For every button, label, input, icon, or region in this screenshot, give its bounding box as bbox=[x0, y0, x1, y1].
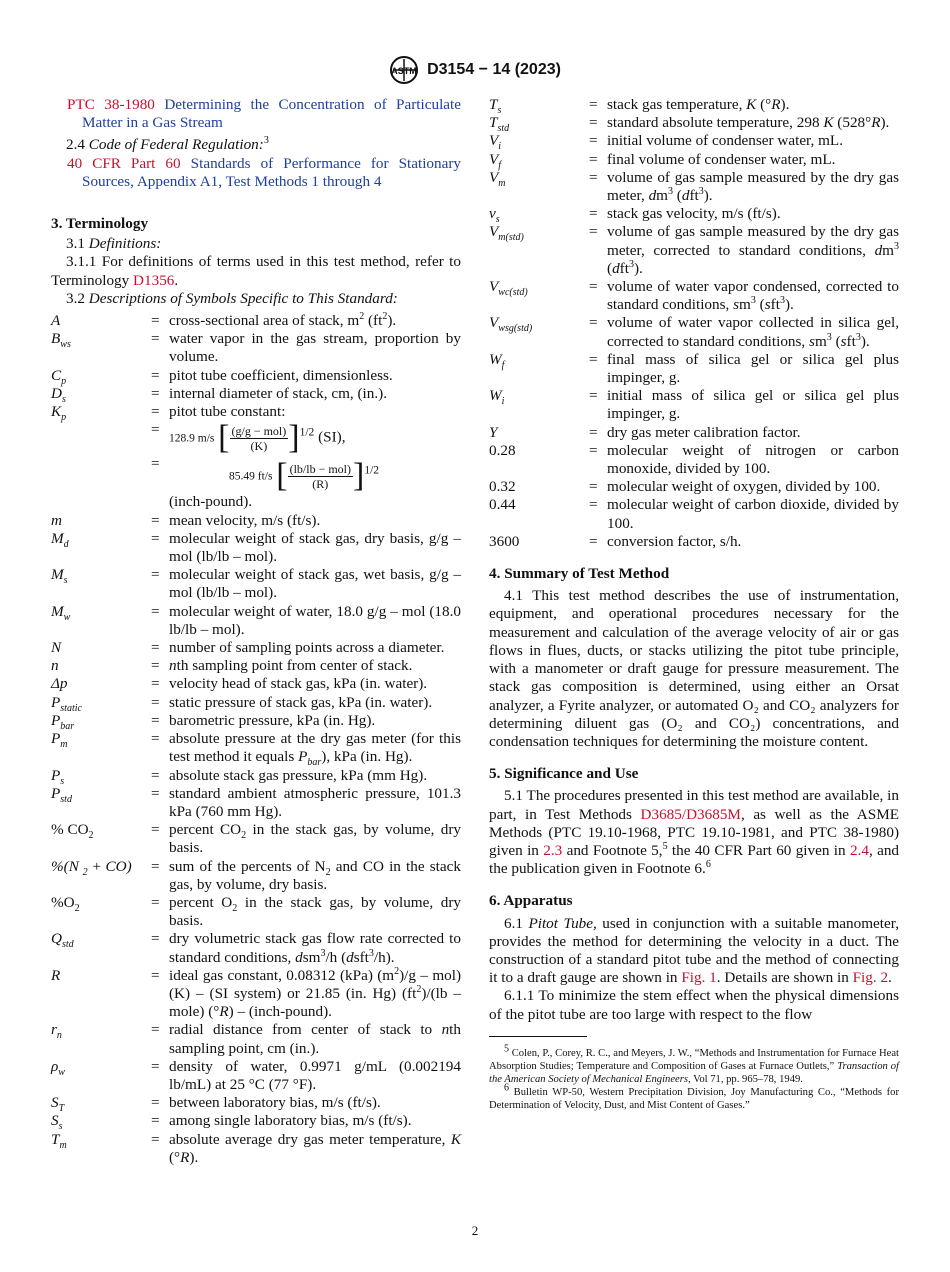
ptc-title-link[interactable]: Determining the Concentration of Particulate Matter in a Gas Stream bbox=[82, 96, 461, 132]
symbol-list-right: $T_s$ = stack gas temperature, K (°R). $T_{std}$ = standard absolute temperature, 298 K (528°R). $V_i$ = initial volume of condenser water, mL. $V_f$ = final volume of condenser water, mL. $V_m$ = volume of gas sample measured by the dry gas meter, $dm^3$ (dft$^3$). $v_s$ = stack gas velocity, m/s (ft/s). $V_{m(std)}$ = volume of gas sample measured by the dry gas meter, corrected to standard conditions, $dm^3$ (dft$^3$). $V_{wc(std)}$ = volume of water vapor condensed, corrected to standard conditions, $sm^3$ (sft$^3$). $V_{wsg(std)}$ = volume of water vapor collected in silica gel, corrected to standard conditions, $sm^3$ (sft$^3$). $W_f$ = final mass of silica gel or silica gel plus impinger, g. $W_i$ = initial mass of silica gel or silica gel plus impinger, g. Y = dry gas meter calibration factor. 0.28 = molecular weight of nitrogen or carbon monoxide, divided by 100. 0.32 = molecular weight of oxygen, divided by 100. 0.44 = molecular weight of carbon dioxide, divided by 100. 3600 = conversion factor, s/h. bbox=[489, 96, 899, 550]
footnote-6: $^6$ Bulletin WP-50, Western Precipitation Division, Joy Manufacturing Co., “Methods for Determination of Velocity, Dust, and Mist Content of Gases.” bbox=[489, 1082, 899, 1111]
d3685-link[interactable]: D3685/D3685M bbox=[640, 805, 741, 823]
ptc-reference bbox=[51, 96, 461, 132]
left-column bbox=[51, 96, 461, 1167]
section-4-heading: 4. Summary of Test Method bbox=[489, 565, 670, 583]
ptc-ref-link[interactable]: PTC 38-1980 bbox=[67, 96, 155, 113]
d1356-link[interactable]: D1356 bbox=[133, 271, 175, 289]
fig-2-link[interactable]: Fig. 2 bbox=[852, 969, 889, 987]
fig-1-link[interactable]: Fig. 1 bbox=[681, 969, 717, 987]
right-column bbox=[489, 96, 899, 1112]
cfr-ref-link[interactable]: 40 CFR Part 60 bbox=[67, 154, 181, 172]
page-header bbox=[0, 55, 950, 85]
page-number: 2 bbox=[471, 1223, 479, 1238]
kp-ip-formula: 85.49 ft/s [ $\frac{\text{(lb/lb − mol)}}{(R)}$ ]$^{1/2}$ bbox=[229, 457, 380, 495]
section-3-1-1: 3.1.1 For definitions of terms used in this test method, refer to Terminology D1356. bbox=[51, 253, 461, 289]
footnote-divider bbox=[489, 1036, 587, 1037]
section-6-heading: 6. Apparatus bbox=[489, 892, 573, 910]
section-5-1: 5.1 The procedures presented in this test method are available, in part, in Test Methods D3685/D3685M, as well as the ASME Methods (PTC 19.10-1968, PTC 19.10-1981, and PTC 38-1980) given in 2.3 and Footnote 5,$^5$ the 40 CFR Part 60 given in 2.4, and the publication given in Footnote 6.$^6$ bbox=[489, 787, 900, 878]
footnote-5: $^5$ Colen, P., Corey, R. C., and Meyers, J. W., “Methods and Instrumentation for Furnace Heat Absorption Studies; Temperature and Composition of Gases at Furnace Outlets,” Transaction of the American Society of Mechanical Engineers, Vol 71, pp. 965–78, 1949. bbox=[489, 1043, 899, 1085]
astm-logo-icon bbox=[389, 55, 419, 85]
cfr-title-link[interactable]: Standards of Performance for Stationary Sources, Appendix A1, Test Methods 1 through 4 bbox=[82, 154, 462, 190]
kp-si-formula: 128.9 m/s [ $\frac{\text{(g/g − mol)}}{(K)}$ ]$^{1/2}$ (SI), bbox=[169, 419, 346, 457]
section-4-1: 4.1 This test method describes the use of instrumentation, equipment, and operational procedures necessary for the measurement and calculation of the average velocity of air or gas flows in flues, ducts, or stacks utilizing the pitot tube principle, with a manometer or draft gauge for pressure measurement. The stack gas composition is determined, using either an Orsat analyzer, a Fyrite analyzer, or automated O₂ and CO₂ analyzers for determining diluent gas (O₂ and CO₂) concentrations, and condensation techniques for determining the moisture content. bbox=[489, 587, 899, 750]
cfr-reference bbox=[51, 155, 461, 191]
symbol-list-left: A = cross-sectional area of stack, $m^2$ $(ft^2)$. $B_{ws}$ = water vapor in the gas stream, proportion by volume. $C_p$ = pitot tube coefficient, dimensionless. $D_s$ = internal diameter of stack, cm, (in.). $K_p$ = pitot tube constant: = 128.9 m/s [ $\frac{\text{(g/g − mol)}}{(K)}$ ]$^{1/2}$ (SI), = 85.49 ft/s [ $\frac{\text{(lb/lb − mol)}}{(R)}$ ]$^{1/2}$ (inch-pound). m = mean velocity, m/s (ft/s). $M_d$ = molecular weight of stack gas, dry basis, g/g – mol (lb/lb – mol). $M_s$ = molecular weight of stack gas, wet basis, g/g – mol (lb/lb – mol). $M_w$ = molecular weight of water, 18.0 g/g – mol (18.0 lb/lb – mol). N = number of sampling points across a diameter. n = nth sampling point from center of stack. Δp = velocity head of stack gas, kPa (in. water). $P_{static}$ = static pressure of stack gas, kPa (in. water). $P_{bar}$ = barometric pressure, kPa (in. Hg). $P_m$ = absolute pressure at the dry gas meter (for this test method it equals $P_{bar}$), kPa (in. Hg). $P_s$ = absolute stack gas pressure, kPa (mm Hg). $P_{std}$ = standard ambient atmospheric pressure, 101.3 kPa (760 mm Hg). % $CO_2$ = percent $CO_2$ in the stack gas, by volume, dry basis. %(N $_2$ + CO) = sum of the percents of $N_2$ and CO in the stack gas, by volume, dry basis. $\%O_2$ = percent $O_2$ in the stack gas, by volume, dry basis. $Q_{std}$ = dry volumetric stack gas flow rate corrected to standard conditions, dsm$^3$/h (dsft$^3$/h). R = ideal gas constant, 0.08312 (kPa) $(m^2)/g - mol$) (K) – (SI system) or 21.85 (in. Hg) $(ft^2)/(lb$ – mole) (°R) – (inch-pound). $r_n$ = radial distance from center of stack to nth sampling point, cm (in.). $\rho_w$ = density of water, 0.9971 g/mL (0.002194 lb/mL) at 25 °C (77 °F). $S_T$ = between laboratory bias, m/s (ft/s). $S_s$ = among single laboratory bias, m/s (ft/s). $T_m$ = absolute average dry gas meter temperature, K (°R). bbox=[51, 310, 462, 1166]
section-2-4: 2.4 Code of Federal Regulation:$^3$ bbox=[66, 135, 269, 154]
section-6-1-1: 6.1.1 To minimize the stem effect when the physical dimensions of the pitot tube are too large with respect to the flow bbox=[489, 987, 899, 1023]
section-2-3-link[interactable]: 2.3 bbox=[543, 841, 563, 859]
section-2-4-link[interactable]: 2.4 bbox=[849, 841, 869, 859]
section-3-2: 3.2 Descriptions of Symbols Specific to This Standard: bbox=[66, 289, 398, 307]
section-3-1: 3.1 Definitions: bbox=[66, 235, 162, 253]
svg-text:ASTM: ASTM bbox=[391, 66, 417, 76]
section-5-heading: 5. Significance and Use bbox=[489, 765, 639, 783]
section-6-1: 6.1 Pitot Tube, used in conjunction with a suitable manometer, provides the method for determining the velocity in a duct. The construction of a standard pitot tube and the method of connecting it to a draft gauge are shown in Fig. 1. Details are shown in Fig. 2. bbox=[489, 914, 899, 987]
section-3-heading: 3. Terminology bbox=[51, 215, 149, 233]
doc-code: D3154 − 14 (2023) bbox=[427, 60, 561, 78]
